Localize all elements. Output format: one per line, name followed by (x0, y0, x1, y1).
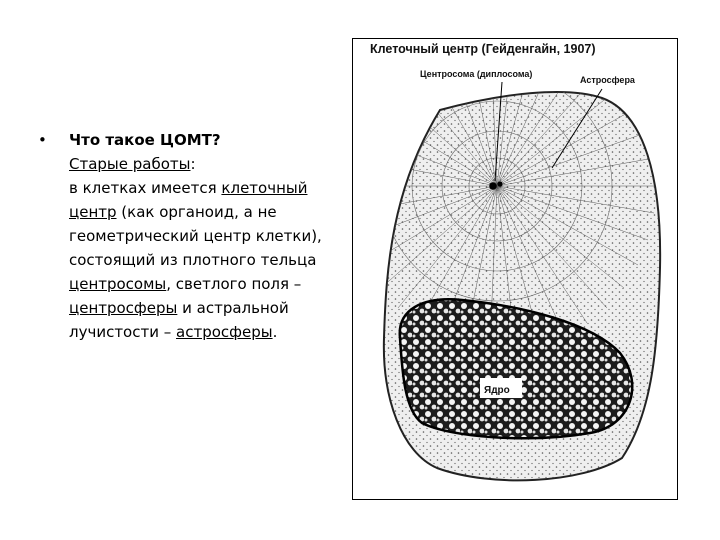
para-part-3: , светлого поля – (166, 275, 302, 293)
para-period: . (272, 323, 278, 341)
term-astrosphere: астросферы (176, 323, 273, 341)
term-centrosome: центросомы (69, 275, 167, 293)
term-centrosphere: центросферы (69, 299, 178, 317)
term-cell-center: клеточный центр (69, 179, 308, 221)
question-heading: Что такое ЦОМТ? (69, 131, 221, 149)
cell-center-figure (352, 38, 678, 500)
label-astrosphere: Астросфера (580, 75, 635, 85)
label-nucleus: Ядро (484, 385, 510, 396)
bullet-text (69, 128, 339, 344)
bullet-dot: • (38, 131, 47, 149)
description-paragraph (69, 176, 339, 344)
old-works-term: Старые работы (69, 155, 191, 173)
old-works-colon: : (190, 155, 196, 173)
old-works-line (69, 152, 339, 176)
label-centrosome: Центросома (диплосома) (420, 69, 533, 79)
figure-title: Клеточный центр (Гейденгайн, 1907) (370, 42, 596, 56)
para-part-2: (как органоид, а не геометрический центр клетки), состоящий из плотного тельца (69, 203, 322, 269)
para-part-4: и астральной лучистости – (69, 299, 289, 341)
para-part-1: в клетках имеется (69, 179, 222, 197)
